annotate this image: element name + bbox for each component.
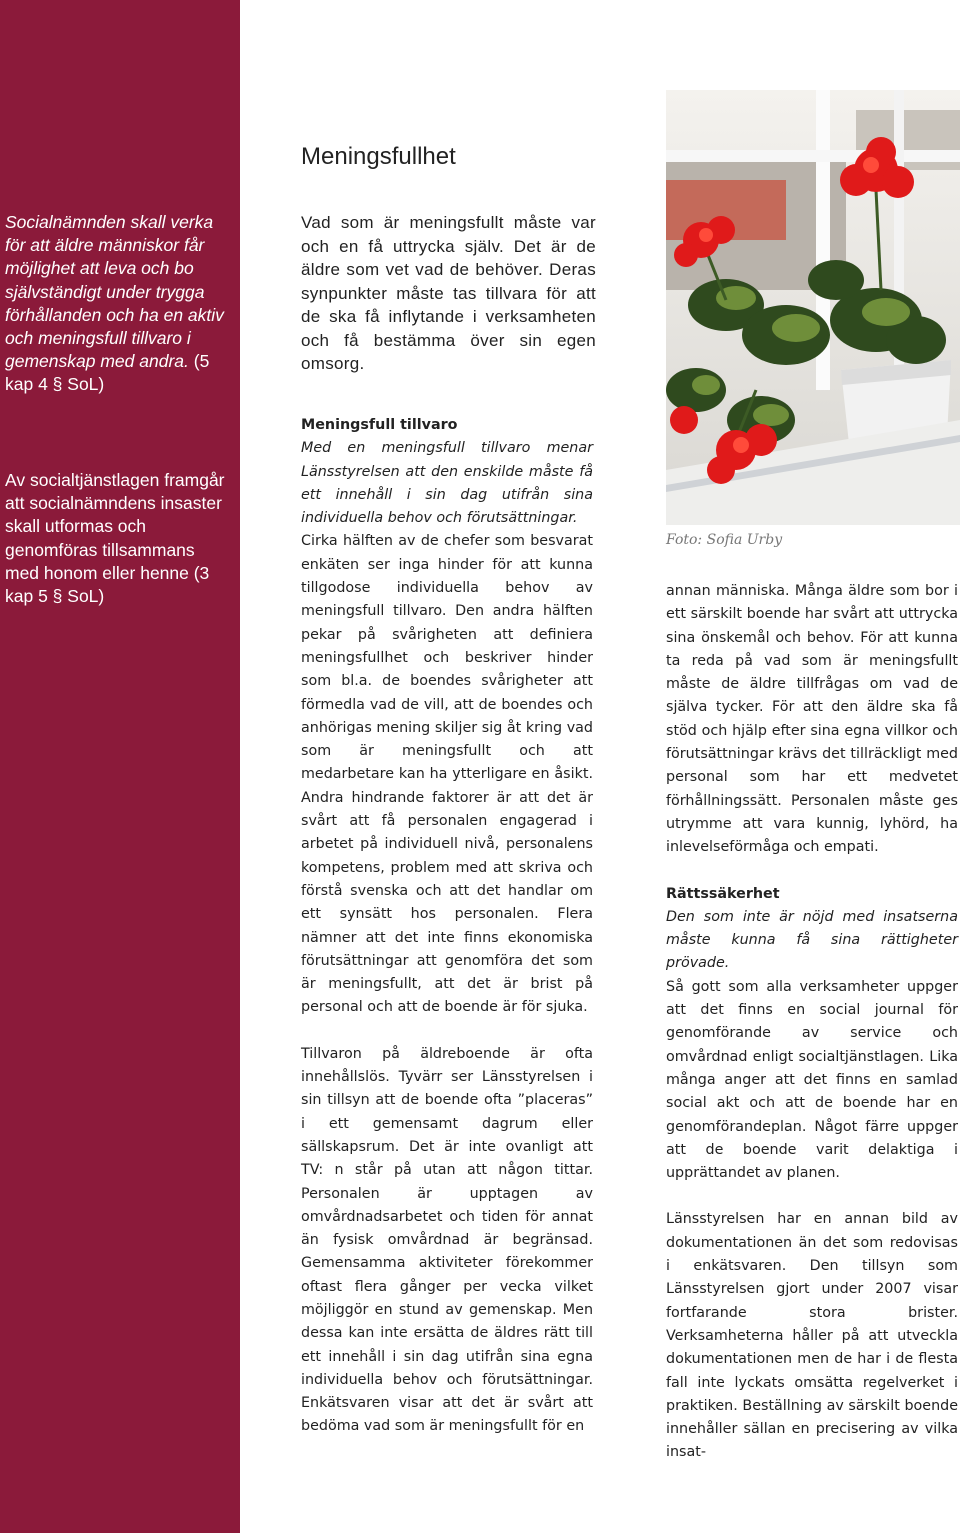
section-intro: Den som inte är nöjd med insatserna måste kunna få sina rättigheter prövade. bbox=[666, 908, 958, 972]
section-heading-rattssakerhet: Rättssäkerhet bbox=[666, 885, 780, 902]
column-right bbox=[666, 580, 958, 1465]
section-intro: Med en meningsfull tillvaro menar Länsstyrelsen att den enskilde måste få ett innehåll i sin dag utifrån sina individuella behov och förutsättningar. bbox=[301, 440, 593, 527]
column-left bbox=[301, 414, 593, 1439]
paragraph: Tillvaron på äldreboende är ofta innehållslös. Tyvärr ser Länsstyrelsen i sin tillsyn att de boende ofta ”placeras” i ett gemensamt dagrum eller sällskapsrum. Det är inte ovanligt att TV: n står på utan att någon tittar. Personalen är upptagen av omvårdnadsarbetet och tiden för annat än fysisk omvårdnad är begränsad. Gemensamma aktiviteter förekommer oftast flera gånger per vecka vilket möjliggör en stund av gemenskap. Men dessa kan inte ersätta de äldres rätt till ett innehåll i sin dag utifrån sina egna individuella behov och förutsättningar. Enkätsvaren visar att det är svårt att bedöma vad som är meningsfullt för en bbox=[301, 1045, 593, 1435]
paragraph: Cirka hälften av de chefer som besvarat enkäten ser inga hinder för att kunna tillgodose individuella behov av meningsfull tillvaro. Den andra hälften pekar på svårigheten att definiera meningsfullhet och beskriver hinder som bl.a. de boendes svårigheter att förmedla vad de vill, att de boendes och anhörigas mening skiljer sig åt kring vad som är meningsfullt och att medarbetare kan ha ytterligare en åsikt. Andra hindrande faktorer är att det är svårt att få personalen engagerad i arbetet på individuell nivå, personalens kompetens, problem med att skriva och förstå svenska och att det handlar om ett synsätt hos personalen. Flera nämner att det inte finns ekonomiska förutsättningar att genomföra det som är meningsfullt, att det är brist på personal och att de boende är för sjuka. bbox=[301, 533, 593, 1016]
sidebar-quote-1-ref: (5 kap 4 § SoL) bbox=[5, 351, 210, 395]
sidebar-quote-1-text: Socialnämnden skall verka för att äldre människor får möjlighet att leva och bo självständigt under trygga förhållanden och ha en aktiv och meningsfull tillvaro i gemenskap med andra. bbox=[5, 212, 224, 372]
section-heading-meningsfull-tillvaro: Meningsfull tillvaro bbox=[301, 417, 458, 433]
geranium-photo-illustration bbox=[666, 90, 960, 525]
paragraph: Länsstyrelsen har en annan bild av dokumentationen än det som redovisas i enkätsvaren. Den tillsyn som Länsstyrelsen gjort under 2007 visar fortfarande stora brister. Verksamheterna håller på att utveckla dokumentationen men de har i de flesta fall inte lyckats omsätta regelverket i praktiken. Beställning av särskilt boende innehåller sällan en precisering av vilka insat- bbox=[666, 1211, 958, 1461]
paragraph: Så gott som alla verksamheter uppger att det finns en social journal för genomförande av service och omvårdnad enligt socialtjänstlagen. Lika många anger att det finns en samlad social akt och att de boende har en genomförandeplan. Något färre uppger att de boende varit delaktiga i upprättandet av planen. bbox=[666, 978, 958, 1182]
lead-paragraph: Vad som är meningsfullt måste var och en få uttrycka själv. Det är de äldre som vet vad de behöver. Deras synpunkter måste tas tillvara för att de ska få inflytande i verksamheten och få bestämma över sin egen omsorg. bbox=[301, 213, 596, 373]
geranium-photo bbox=[666, 90, 960, 525]
page-title: Meningsfullhet bbox=[301, 143, 456, 170]
sidebar bbox=[0, 0, 240, 1533]
photo-caption: Foto: Sofia Urby bbox=[666, 532, 783, 548]
paragraph: annan människa. Många äldre som bor i ett särskilt boende har svårt att uttrycka sina önskemål och behov. För att kunna ta reda på vad som är meningsfullt måste de äldre tillfrågas om vad de själva tycker. För att den äldre ska få stöd och hjälp efter sina egna villkor och förutsättningar krävs det tillräckligt med personal som har ett medvetet förhållningssätt. Personalen måste ges utrymme att vara kunnig, lyhörd, ha inlevelseförmåga och empati. bbox=[666, 583, 958, 856]
sidebar-quote-1 bbox=[5, 211, 233, 397]
sidebar-quote-2: Av socialtjänstlagen framgår att socialnämndens insaster skall utformas och genomföras tillsammans med honom eller henne (3 kap 5 § SoL) bbox=[5, 470, 225, 607]
